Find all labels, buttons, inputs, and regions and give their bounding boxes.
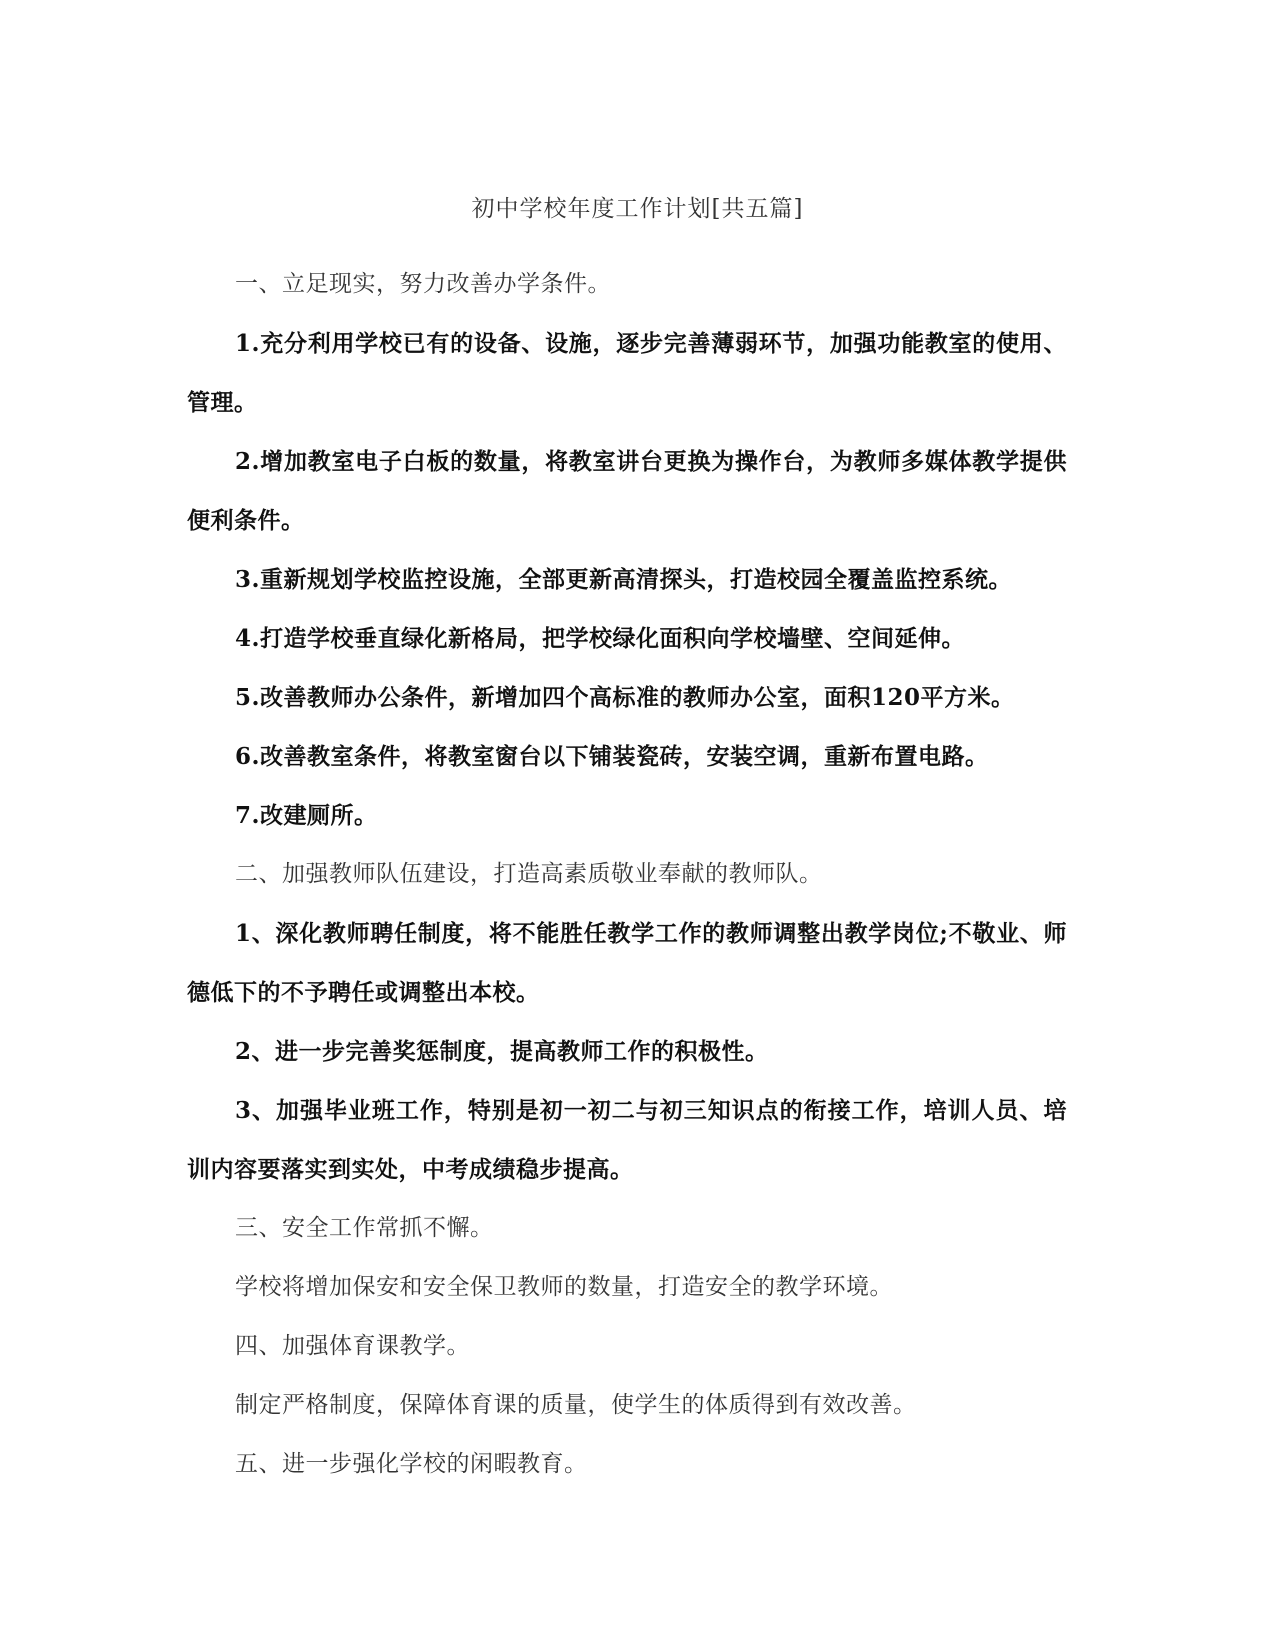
- section-2-item-3: 3、加强毕业班工作，特别是初一初二与初三知识点的衔接工作，培训人员、培训内容要落实到实处，中考成绩稳步提高。: [187, 1097, 1067, 1183]
- section-1-item-7: 7.改建厕所。: [235, 802, 378, 829]
- document-body: [187, 255, 1067, 1494]
- section-3-body: 学校将增加保安和安全保卫教师的数量，打造安全的教学环境。: [235, 1274, 893, 1300]
- section-1-item-5: 5.改善教师办公条件，新增加四个高标准的教师办公室，面积120平方米。: [235, 684, 1015, 711]
- section-heading-5: 五、进一步强化学校的闲暇教育。: [235, 1451, 588, 1477]
- section-heading-1: 一、立足现实，努力改善办学条件。: [235, 271, 611, 297]
- section-heading-4: 四、加强体育课教学。: [235, 1333, 470, 1359]
- section-1-item-2: 2.增加教室电子白板的数量，将教室讲台更换为操作台，为教师多媒体教学提供便利条件。: [187, 448, 1067, 534]
- section-heading-3: 三、安全工作常抓不懈。: [235, 1215, 494, 1241]
- section-1-item-1: 1.充分利用学校已有的设备、设施，逐步完善薄弱环节，加强功能教室的使用、管理。: [187, 330, 1067, 416]
- section-2-item-1: 1、深化教师聘任制度，将不能胜任教学工作的教师调整出教学岗位;不敬业、师德低下的不予聘任或调整出本校。: [187, 920, 1067, 1006]
- section-1-item-4: 4.打造学校垂直绿化新格局，把学校绿化面积向学校墙壁、空间延伸。: [235, 625, 966, 652]
- section-1-item-3: 3.重新规划学校监控设施，全部更新高清探头，打造校园全覆盖监控系统。: [235, 566, 1013, 593]
- section-1-item-6: 6.改善教室条件，将教室窗台以下铺装瓷砖，安装空调，重新布置电路。: [235, 743, 989, 770]
- section-2-item-2: 2、进一步完善奖惩制度，提高教师工作的积极性。: [235, 1038, 769, 1065]
- section-heading-2: 二、加强教师队伍建设，打造高素质敬业奉献的教师队。: [235, 861, 823, 887]
- document-title: 初中学校年度工作计划[共五篇]: [471, 196, 804, 222]
- section-4-body: 制定严格制度，保障体育课的质量，使学生的体质得到有效改善。: [235, 1392, 917, 1418]
